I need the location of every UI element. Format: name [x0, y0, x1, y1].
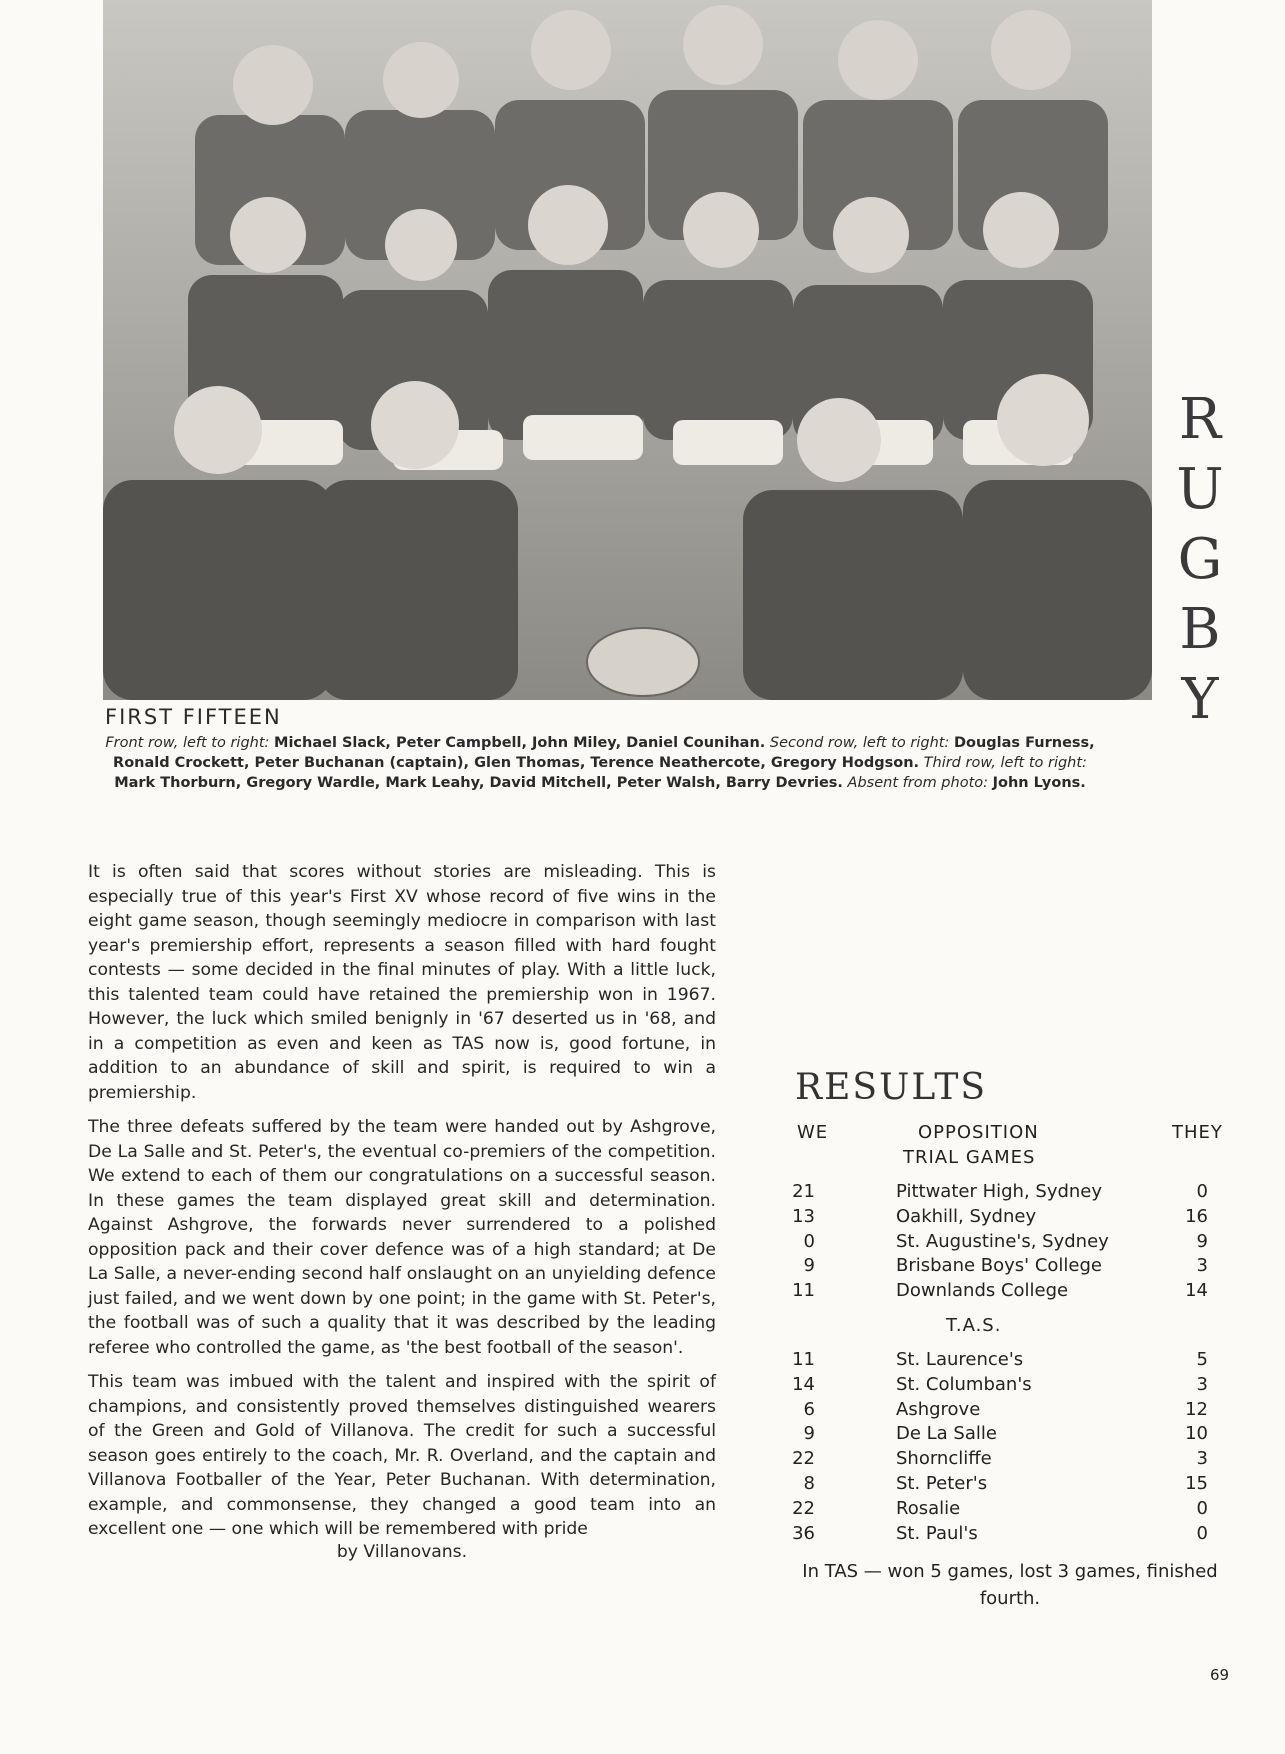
opponent-name: Shorncliffe [896, 1448, 992, 1470]
article-paragraph: It is often said that scores without stories are misleading. This is especially true of this year's First XV whose record of five wins in the eight game season, though seemingly mediocre in comparison with last year's premiership effort, represents a season filled with hard fought contests — some decided in the final minutes of play. With a little luck, this talented team could have retained the premiership won in 1967. However, the luck which smiled benignly in '67 deserted us in '68, and in a competition as even and keen as TAS now is, good fortune, in addition to an abundance of skill and spirit, is required to win a premiership. [88, 862, 716, 1103]
heading-letter: U [1176, 457, 1224, 522]
score-they: 3 [1196, 1255, 1208, 1277]
team-photo-illustration [103, 0, 1152, 700]
opponent-name: Rosalie [896, 1497, 961, 1519]
results-title: RESULTS [795, 1067, 988, 1108]
score-we: 6 [803, 1398, 815, 1420]
article [88, 860, 716, 1574]
team-photo [103, 0, 1152, 700]
result-row [790, 1255, 1230, 1280]
article-paragraph: The three defeats suffered by the team were handed out by Ashgrove, De La Salle and St. Peter's, the eventual co-premiers of the competition. We extend to each of them our congratulations on a successful season. In these games the team displayed great skill and determination. Against Ashgrove, the forwards never surrendered to a polished opposition pack and their cover defence was of a high standard; at De La Salle, a never-ending second half onslaught on an unyielding defence just failed, and we went down by one point; in the game with St. Peter's, the football was of such a quality that it was described by the leading referee who controlled the game, as 'the best football of the season'. [88, 1117, 716, 1358]
trial-games-heading: TRIAL GAMES [903, 1147, 1036, 1168]
article-paragraph-end: by Villanovans. [336, 1541, 468, 1562]
front-row-label: Front row, left to right: [105, 735, 270, 751]
result-row [790, 1349, 1230, 1374]
result-row [790, 1523, 1230, 1548]
front-row-names: Michael Slack, Peter Campbell, John Miley, Daniel Counihan. [274, 735, 766, 751]
result-row [790, 1498, 1230, 1523]
score-we: 9 [803, 1423, 815, 1445]
score-they: 3 [1196, 1373, 1208, 1395]
score-we: 36 [792, 1522, 815, 1544]
score-we: 21 [792, 1181, 815, 1202]
score-we: 13 [792, 1205, 815, 1227]
result-row [790, 1181, 1230, 1206]
results-summary: In TAS — won 5 games, lost 3 games, finished fourth. [802, 1561, 1218, 1609]
score-we: 0 [803, 1230, 815, 1252]
caption-title: FIRST FIFTEEN [105, 705, 282, 729]
score-they: 14 [1185, 1280, 1208, 1302]
heading-letter: G [1177, 527, 1223, 592]
third-row-names: Mark Thorburn, Gregory Wardle, Mark Leahy, David Mitchell, Peter Walsh, Barry Devries. [114, 775, 843, 791]
opponent-name: St. Augustine's, Sydney [896, 1230, 1109, 1252]
result-row [790, 1206, 1230, 1231]
third-row-label: Third row, left to right: [923, 755, 1087, 771]
opponent-name: St. Peter's [896, 1473, 988, 1494]
score-we: 11 [792, 1280, 815, 1302]
tas-heading: T.A.S. [946, 1315, 1002, 1336]
page-number: 69 [1210, 1666, 1230, 1684]
score-they: 10 [1185, 1423, 1208, 1445]
opponent-name: Downlands College [896, 1280, 1069, 1302]
score-we: 8 [803, 1473, 815, 1494]
result-row [790, 1448, 1230, 1473]
absent-names: John Lyons. [992, 775, 1086, 791]
score-they: 0 [1196, 1522, 1208, 1544]
score-they: 3 [1196, 1448, 1208, 1470]
opponent-name: Pittwater High, Sydney [896, 1181, 1103, 1202]
rugby-ball [587, 628, 699, 696]
score-we: 9 [803, 1255, 815, 1277]
opponent-name: St. Laurence's [896, 1349, 1024, 1370]
page-heading-vertical [1160, 385, 1240, 735]
second-row-label: Second row, left to right: [769, 735, 950, 751]
col-header-opposition: OPPOSITION [918, 1122, 1039, 1143]
opponent-name: Ashgrove [896, 1398, 981, 1420]
score-they: 9 [1196, 1230, 1208, 1252]
opponent-name: Oakhill, Sydney [896, 1205, 1037, 1227]
caption-body [105, 733, 1095, 793]
opponent-name: St. Paul's [896, 1522, 978, 1544]
score-we: 11 [792, 1349, 815, 1370]
score-we: 14 [792, 1373, 815, 1395]
result-row [790, 1231, 1230, 1256]
score-they: 0 [1196, 1181, 1208, 1202]
opponent-name: St. Columban's [896, 1373, 1032, 1395]
score-they: 12 [1185, 1398, 1208, 1420]
result-row [790, 1280, 1230, 1305]
result-row [790, 1399, 1230, 1424]
score-they: 16 [1185, 1205, 1208, 1227]
heading-letter: Y [1181, 667, 1219, 732]
result-row [790, 1374, 1230, 1399]
col-header-they: THEY [1172, 1122, 1223, 1143]
article-paragraph: This team was imbued with the talent and inspired with the spirit of champions, and consistently proved themselves distinguished wearers of the Green and Gold of Villanova. The credit for such a successful season goes entirely to the coach, Mr. R. Overland, and the captain and Villanova Footballer of the Year, Peter Buchanan. With determination, example, and commonsense, they changed a good team into an excellent one — one which will be remembered with pride [88, 1372, 716, 1539]
heading-letter: B [1179, 597, 1221, 662]
result-row [790, 1473, 1230, 1498]
absent-label: Absent from photo: [847, 775, 989, 791]
heading-letter: R [1178, 387, 1222, 452]
score-we: 22 [792, 1497, 815, 1519]
opponent-name: Brisbane Boys' College [896, 1255, 1103, 1277]
score-they: 0 [1196, 1497, 1208, 1519]
score-they: 5 [1196, 1349, 1208, 1370]
result-row [790, 1423, 1230, 1448]
score-we: 22 [792, 1448, 815, 1470]
score-they: 15 [1185, 1473, 1208, 1494]
opponent-name: De La Salle [896, 1423, 997, 1445]
col-header-we: WE [797, 1122, 829, 1143]
second-row-names: Douglas Furness, Ronald Crockett, Peter Buchanan (captain), Glen Thomas, Terence Neathercote, Gregory Hodgson. [113, 735, 1095, 771]
